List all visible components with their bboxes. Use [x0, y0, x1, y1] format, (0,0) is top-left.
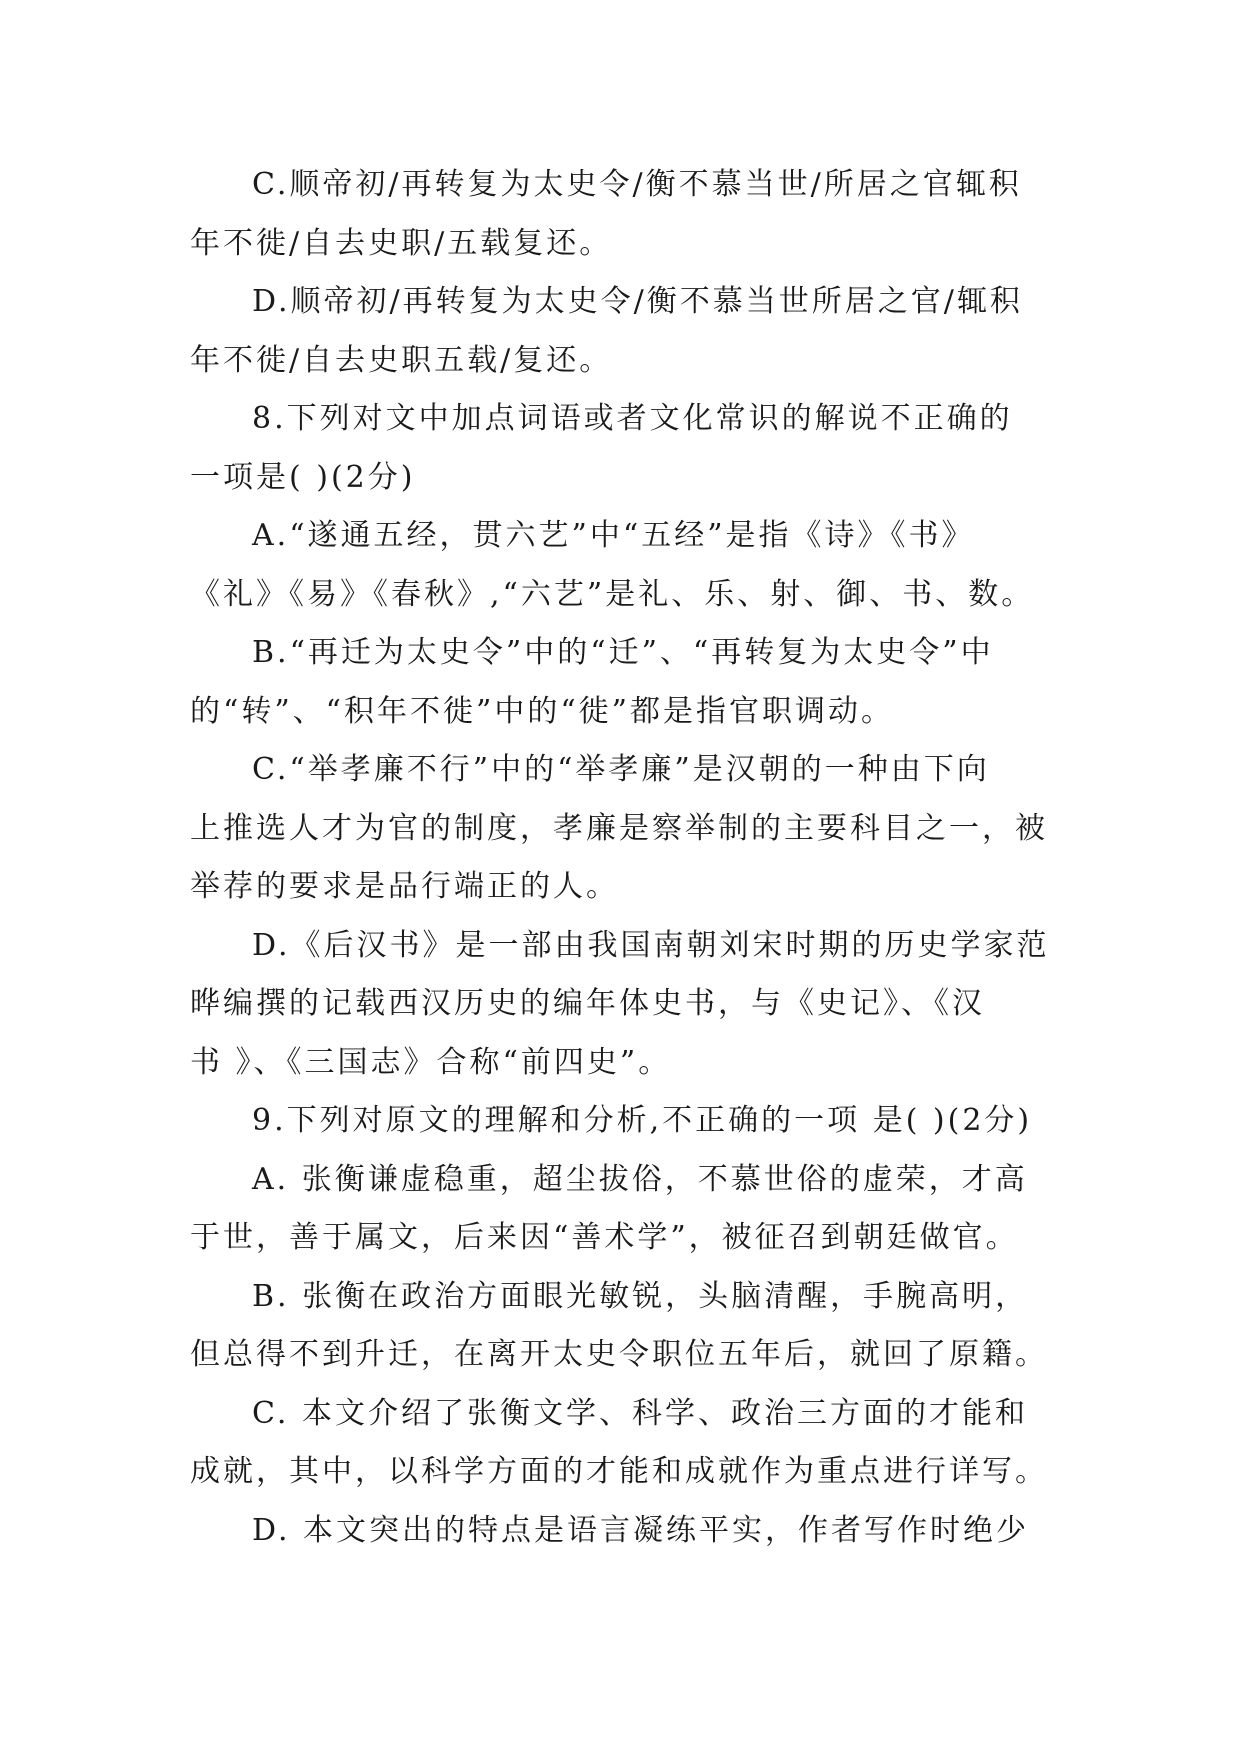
text-line: 成就，其中，以科学方面的才能和成就作为重点进行详写。: [190, 1454, 1048, 1489]
text-line: 于世，善于属文，后来因“善术学”，被征召到朝廷做官。: [190, 1220, 1019, 1255]
text-line: 的“转”、“积年不徙”中的“徙”都是指官职调动。: [190, 693, 895, 729]
text-line: 年不徙/自去史职五载/复还。: [190, 342, 613, 378]
text-line: 上推选人才为官的制度，孝廉是察举制的主要科目之一，被: [190, 810, 1048, 846]
text-line: 但总得不到升迁，在离开太史令职位五年后，就回了原籍。: [190, 1337, 1048, 1372]
text-line: 年不徙/自去史职/五载复还。: [190, 225, 613, 261]
text-line: 9.下列对原文的理解和分析,不正确的一项 是( )(2分): [252, 1103, 1033, 1138]
document-body: [190, 156, 1050, 1560]
text-line: D.顺帝初/再转复为太史令/衡不慕当世所居之官/辄积: [252, 284, 1023, 319]
text-line: A. 张衡谦虚稳重，超尘拔俗，不慕世俗的虚荣，才高: [252, 1161, 1028, 1197]
text-line: 8.下列对文中加点词语或者文化常识的解说不正确的: [252, 401, 1013, 436]
text-line: B.“再迁为太史令”中的“迁”、“再转复为太史令”中: [252, 635, 994, 670]
text-line: C.顺帝初/再转复为太史令/衡不慕当世/所居之官辄积: [252, 167, 1022, 202]
text-line: 书 》、《三国志》合称“前四史”。: [190, 1044, 672, 1080]
text-line: C. 本文介绍了张衡文学、科学、政治三方面的才能和: [252, 1395, 1028, 1431]
text-line: A.“遂通五经，贯六艺”中“五经”是指《诗》《书》: [252, 518, 975, 553]
text-line: B. 张衡在政治方面眼光敏锐，头脑清醒，手腕高明，: [252, 1278, 1029, 1314]
text-line: 晔编撰的记载西汉历史的编年体史书，与《史记》、《汉: [190, 986, 985, 1021]
text-line: D.《后汉书》是一部由我国南朝刘宋时期的历史学家范: [252, 927, 1050, 963]
text-line: 一项是( )(2分): [190, 459, 416, 495]
text-line: 举荐的要求是品行端正的人。: [190, 869, 619, 904]
text-line: D. 本文突出的特点是语言凝练平实，作者写作时绝少: [252, 1512, 1030, 1548]
text-line: 《礼》《易》《春秋》,“六艺”是礼、乐、射、御、书、数。: [190, 576, 1035, 612]
text-line: C.“举孝廉不行”中的“举孝廉”是汉朝的一种由下向: [252, 752, 990, 787]
